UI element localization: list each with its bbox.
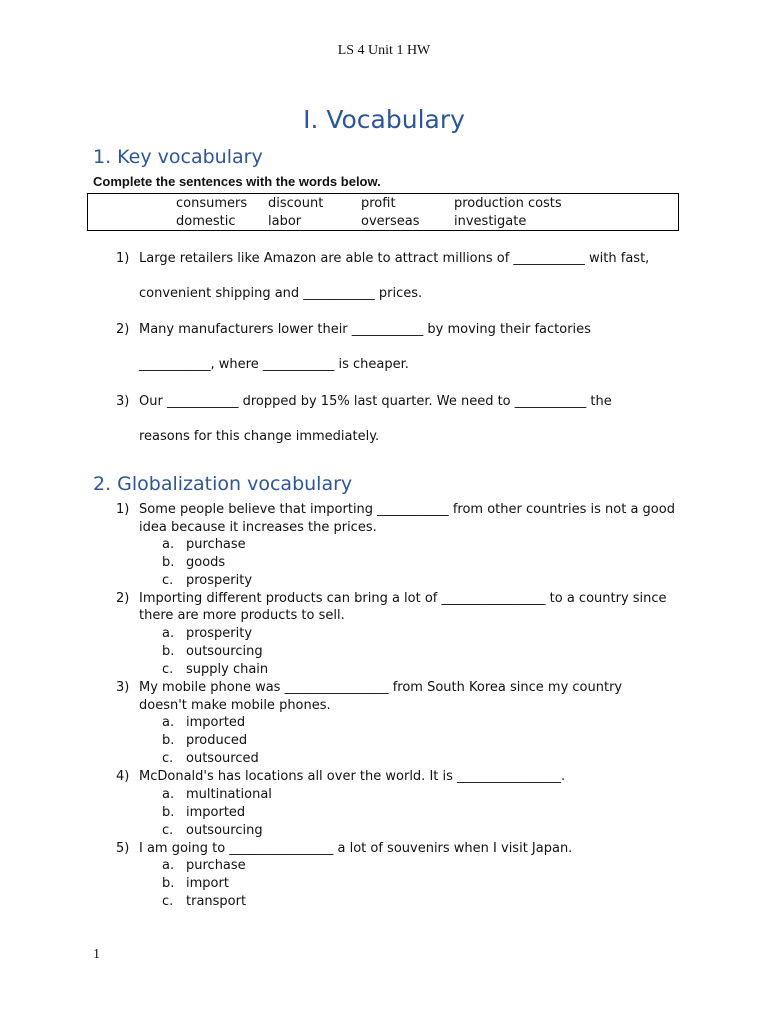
word-bank-item: labor bbox=[268, 214, 302, 229]
option-letter: b. bbox=[162, 644, 175, 659]
option-text: supply chain bbox=[186, 662, 269, 677]
question-text: Our ___________ dropped by 15% last quarter. We need to ___________ the bbox=[139, 394, 612, 409]
word-bank-item: profit bbox=[361, 196, 396, 211]
option-text: prosperity bbox=[186, 626, 253, 641]
question-text: I am going to ________________ a lot of souvenirs when I visit Japan. bbox=[139, 841, 573, 856]
option-text: produced bbox=[186, 733, 248, 748]
page-header: LS 4 Unit 1 HW bbox=[337, 43, 431, 58]
section-heading-key-vocabulary: 1. Key vocabulary bbox=[93, 146, 263, 168]
option-letter: c. bbox=[162, 573, 174, 588]
question-text: Some people believe that importing ___________ from other countries is not a good bbox=[139, 502, 675, 517]
word-bank-item: domestic bbox=[176, 214, 236, 229]
option-letter: b. bbox=[162, 555, 175, 570]
word-bank-item: production costs bbox=[454, 196, 562, 211]
question-number: 3) bbox=[116, 680, 130, 695]
word-bank-item: investigate bbox=[454, 214, 527, 229]
option-text: multinational bbox=[186, 787, 272, 802]
word-bank-item: discount bbox=[268, 196, 324, 211]
page-number: 1 bbox=[93, 947, 100, 962]
question-text: McDonald's has locations all over the world. It is ________________. bbox=[139, 769, 566, 784]
question-number: 1) bbox=[116, 251, 130, 266]
question-text: Importing different products can bring a lot of ________________ to a country since bbox=[139, 591, 667, 606]
option-letter: a. bbox=[162, 715, 175, 730]
option-letter: a. bbox=[162, 787, 175, 802]
option-letter: a. bbox=[162, 626, 175, 641]
question-text: Many manufacturers lower their ___________ by moving their factories bbox=[139, 322, 591, 337]
word-bank-item: consumers bbox=[176, 196, 248, 211]
section-heading-globalization-vocabulary: 2. Globalization vocabulary bbox=[93, 473, 353, 495]
word-bank-box bbox=[87, 193, 679, 231]
question-number: 5) bbox=[116, 841, 130, 856]
option-letter: b. bbox=[162, 733, 175, 748]
option-text: outsourcing bbox=[186, 644, 263, 659]
question-text-continued: reasons for this change immediately. bbox=[139, 429, 380, 444]
option-text: goods bbox=[186, 555, 226, 570]
option-text: purchase bbox=[186, 537, 246, 552]
question-text: Large retailers like Amazon are able to attract millions of ___________ with fast, bbox=[139, 251, 650, 266]
option-letter: a. bbox=[162, 858, 175, 873]
option-letter: c. bbox=[162, 894, 174, 909]
question-text-continued: there are more products to sell. bbox=[139, 608, 345, 623]
instruction-text: Complete the sentences with the words below. bbox=[93, 174, 381, 189]
question-text-continued: doesn't make mobile phones. bbox=[139, 698, 331, 713]
option-letter: b. bbox=[162, 876, 175, 891]
option-letter: b. bbox=[162, 805, 175, 820]
question-text-continued: ___________, where ___________ is cheaper. bbox=[139, 357, 409, 372]
question-number: 2) bbox=[116, 591, 130, 606]
word-bank-item: overseas bbox=[361, 214, 420, 229]
option-letter: c. bbox=[162, 823, 174, 838]
option-text: outsourced bbox=[186, 751, 259, 766]
option-text: imported bbox=[186, 715, 246, 730]
option-letter: a. bbox=[162, 537, 175, 552]
option-text: transport bbox=[186, 894, 247, 909]
option-letter: c. bbox=[162, 662, 174, 677]
question-text: My mobile phone was ________________ from South Korea since my country bbox=[139, 680, 623, 695]
option-letter: c. bbox=[162, 751, 174, 766]
option-text: outsourcing bbox=[186, 823, 263, 838]
option-text: imported bbox=[186, 805, 246, 820]
question-number: 4) bbox=[116, 769, 130, 784]
page-title: I. Vocabulary bbox=[303, 105, 465, 134]
question-text-continued: idea because it increases the prices. bbox=[139, 520, 377, 535]
question-number: 2) bbox=[116, 322, 130, 337]
option-text: purchase bbox=[186, 858, 246, 873]
question-number: 1) bbox=[116, 502, 130, 517]
option-text: prosperity bbox=[186, 573, 253, 588]
question-number: 3) bbox=[116, 394, 130, 409]
question-text-continued: convenient shipping and ___________ prices. bbox=[139, 286, 423, 301]
option-text: import bbox=[186, 876, 229, 891]
